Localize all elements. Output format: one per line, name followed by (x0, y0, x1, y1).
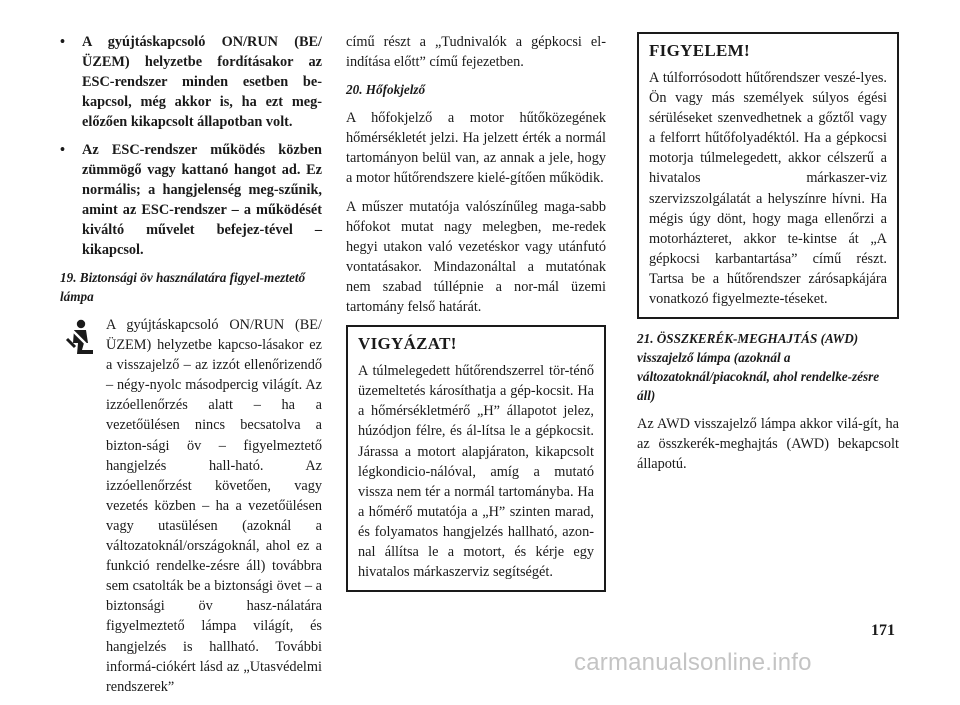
bullet-text: Az ESC-rendszer működés közben zümmögő vagy kattanó hangot ad. Ez normális; a hangjelenség meg-szűnik, amint az ESC-rendszer – a működését kiváltó művelet befejez-tével – kikapcsol. (82, 142, 322, 258)
watermark: carmanualsonline.info (574, 649, 812, 676)
column-middle (346, 32, 606, 602)
awd-text: Az AWD visszajelző lámpa akkor vilá-gít, ha az összkerék-meghajtás (AWD) bekapcsolt állapotú. (637, 416, 899, 473)
warning-title: FIGYELEM! (649, 41, 750, 60)
caution-text: A túlmelegedett hűtőrendszerrel tör-ténő üzemeltetés károsíthatja a gép-kocsit. Ha a hőmérsékletmérő „H” állapotot jelez, húzódjon félre, és ál-lítsa le a gépkocsit. Járassa a motort alapjáraton, kikapcsolt légkondicio-nálóval, amíg a mutató vissza nem tér a normál tartományba. Ha a hőmérő mutatója a „H” szinten marad, és folyamatos hangjelzés hallható, azon-nal állítsa le a motort, és kérje egy hivatalos márkaszerviz segítségét. (358, 363, 594, 581)
continued-text: című részt a „Tudnivalók a gépkocsi el-indítása előtt” című fejezetben. (346, 34, 606, 71)
page-number: 171 (871, 622, 895, 639)
bullet-esc-on (60, 32, 322, 132)
seatbelt-warning-icon (60, 319, 98, 355)
column-left (60, 32, 322, 705)
bullet-esc-sound (60, 140, 322, 260)
heading-temperature: 20. Hőfokjelző (346, 82, 426, 98)
bullet-dot: • (60, 34, 66, 50)
seatbelt-paragraph (60, 315, 322, 697)
bullet-text: A gyújtáskapcsoló ON/RUN (BE/ÜZEM) helyzetbe fordításakor az ESC-rendszer minden esetben be-kapcsol, még akkor is, ha ezt meg-előzően kikapcsolt állapotban volt. (82, 34, 322, 130)
column-right (637, 32, 899, 482)
heading-seatbelt: 19. Biztonsági öv használatára figyel-meztető lámpa (60, 270, 306, 304)
seatbelt-text: A gyújtáskapcsoló ON/RUN (BE/ÜZEM) helyzetbe kapcso-lásakor ez a visszajelző – az izzót ellenőrizendő – négy-nyolc másodpercig világít. Az izzóellenőrzés alatt – ha a vezetőülésen nincs becsatolva a bizton-sági öv – figyelmeztető hangjelzés hall-ható. Az izzóellenőrzést követően, vagy vezetés közben – ha a vezetőülésen vagy utasülésen (azoknál a változatoknál/országoknál, ahol ez a funkció rendelke-zésre áll) továbbra sem csatolták be a biztonsági övet – a biztonsági öv hasz-nálatára figyelmeztető lámpa világít, és hangjelzés is hallható. További informá-ciókért lásd az „Utasvédelmi rendszerek” (106, 317, 322, 695)
temperature-text-1: A hőfokjelző a motor hűtőközegének hőmérsékletét jelzi. Ha jelzett érték a normál tartományon belül van, az annak a jele, hogy a motor hűtőrendszere kielé-gítően működik. (346, 110, 606, 187)
heading-awd: 21. ÖSSZKERÉK-MEGHAJTÁS (AWD) visszajelző lámpa (azoknál a változatoknál/piacoknál, ahol rendelke-zésre áll) (637, 331, 880, 404)
warning-text: A túlforrósodott hűtőrendszer veszé-lyes. Ön vagy más személyek súlyos égési sérüléseket szenvedhetnek a gőztől vagy a felforrt hűtőfolyadéktól. Ha a gépkocsi motorja túlmelegedett, akkor célszerű a hivatalos márkaszer-viz szervizszolgálatát a helyszínre hívni. Ha mégis úgy dönt, hogy maga ellenőrzi a motorházteret, akkor te-kintse át „A gépkocsi karbantartása” című részt. Tartsa be a hűtőrendszer zárósapkájára vonatkozó figyelmezte-téseket. (649, 70, 887, 308)
temperature-text-2: A műszer mutatója valószínűleg maga-sabb hőfokot mutat nagy melegben, me-redek hegyi utakon való vezetéskor vagy utánfutó vontatásakor. Mindazonáltal a mutatónak nem szabad túllépnie a nor-mál üzemi tartomány felső határát. (346, 198, 606, 316)
bullet-dot: • (60, 142, 66, 158)
warning-box (637, 32, 899, 319)
caution-box (346, 325, 606, 592)
caution-title: VIGYÁZAT! (358, 334, 457, 354)
